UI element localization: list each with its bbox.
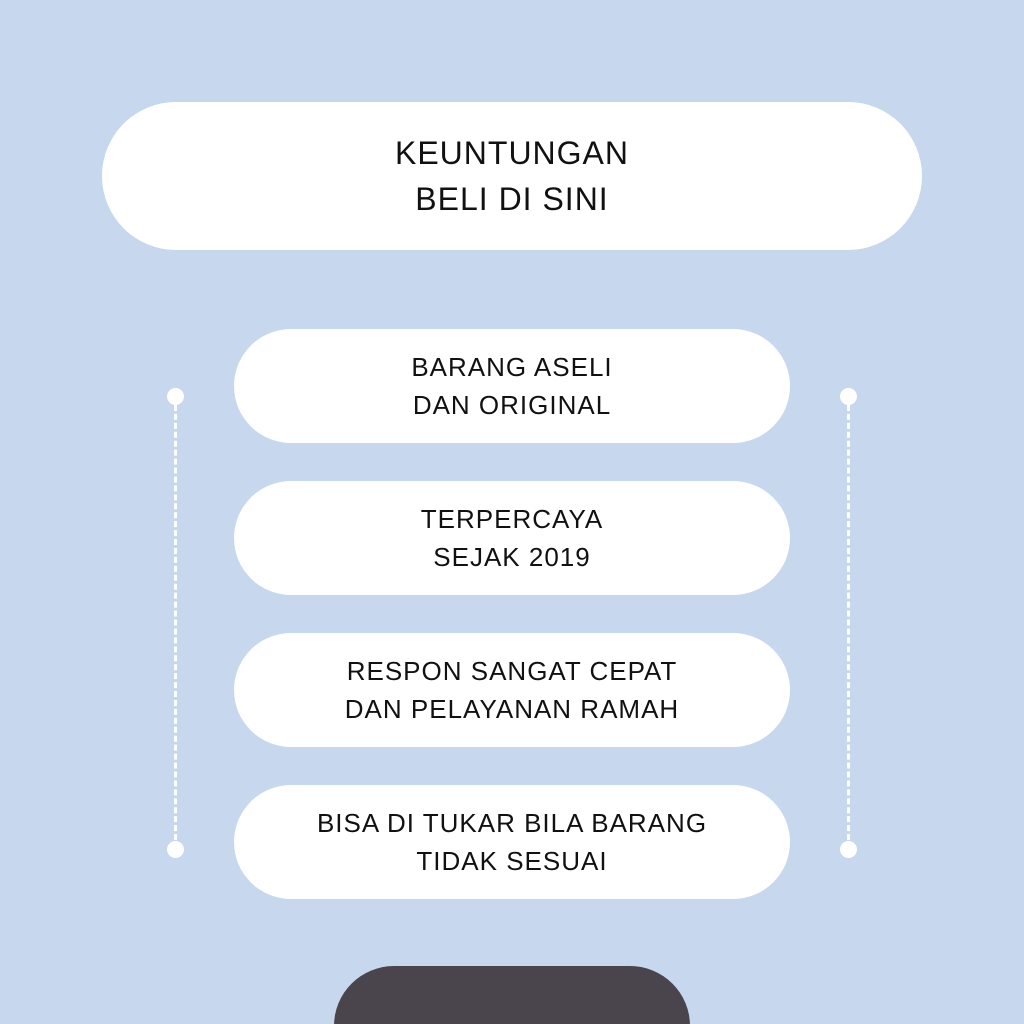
header-title-line-2: BELI DI SINI (415, 181, 609, 217)
benefit-item-original (234, 329, 790, 443)
left-timeline-bottom-dot (167, 841, 184, 858)
benefit-line-2: TIDAK SESUAI (416, 846, 608, 876)
left-dashed-timeline (174, 396, 177, 849)
benefit-item-trusted (234, 481, 790, 595)
right-timeline-bottom-dot (840, 841, 857, 858)
benefit-item-fast-response (234, 633, 790, 747)
header-title-line-1: KEUNTUNGAN (394, 135, 629, 171)
benefit-line-1: BARANG ASELI (411, 352, 613, 382)
benefit-line-2: DAN PELAYANAN RAMAH (344, 694, 680, 724)
benefit-line-2: DAN ORIGINAL (412, 390, 612, 420)
header-title-pill (102, 102, 922, 250)
left-timeline-top-dot (167, 388, 184, 405)
right-dashed-timeline (847, 396, 850, 849)
benefit-line-1: TERPERCAYA (420, 504, 604, 534)
right-timeline-top-dot (840, 388, 857, 405)
benefit-line-1: BISA DI TUKAR BILA BARANG (316, 808, 708, 838)
benefit-line-1: RESPON SANGAT CEPAT (346, 656, 678, 686)
bottom-dark-tab (334, 966, 690, 1024)
benefit-line-2: SEJAK 2019 (433, 542, 591, 572)
benefit-item-exchange (234, 785, 790, 899)
